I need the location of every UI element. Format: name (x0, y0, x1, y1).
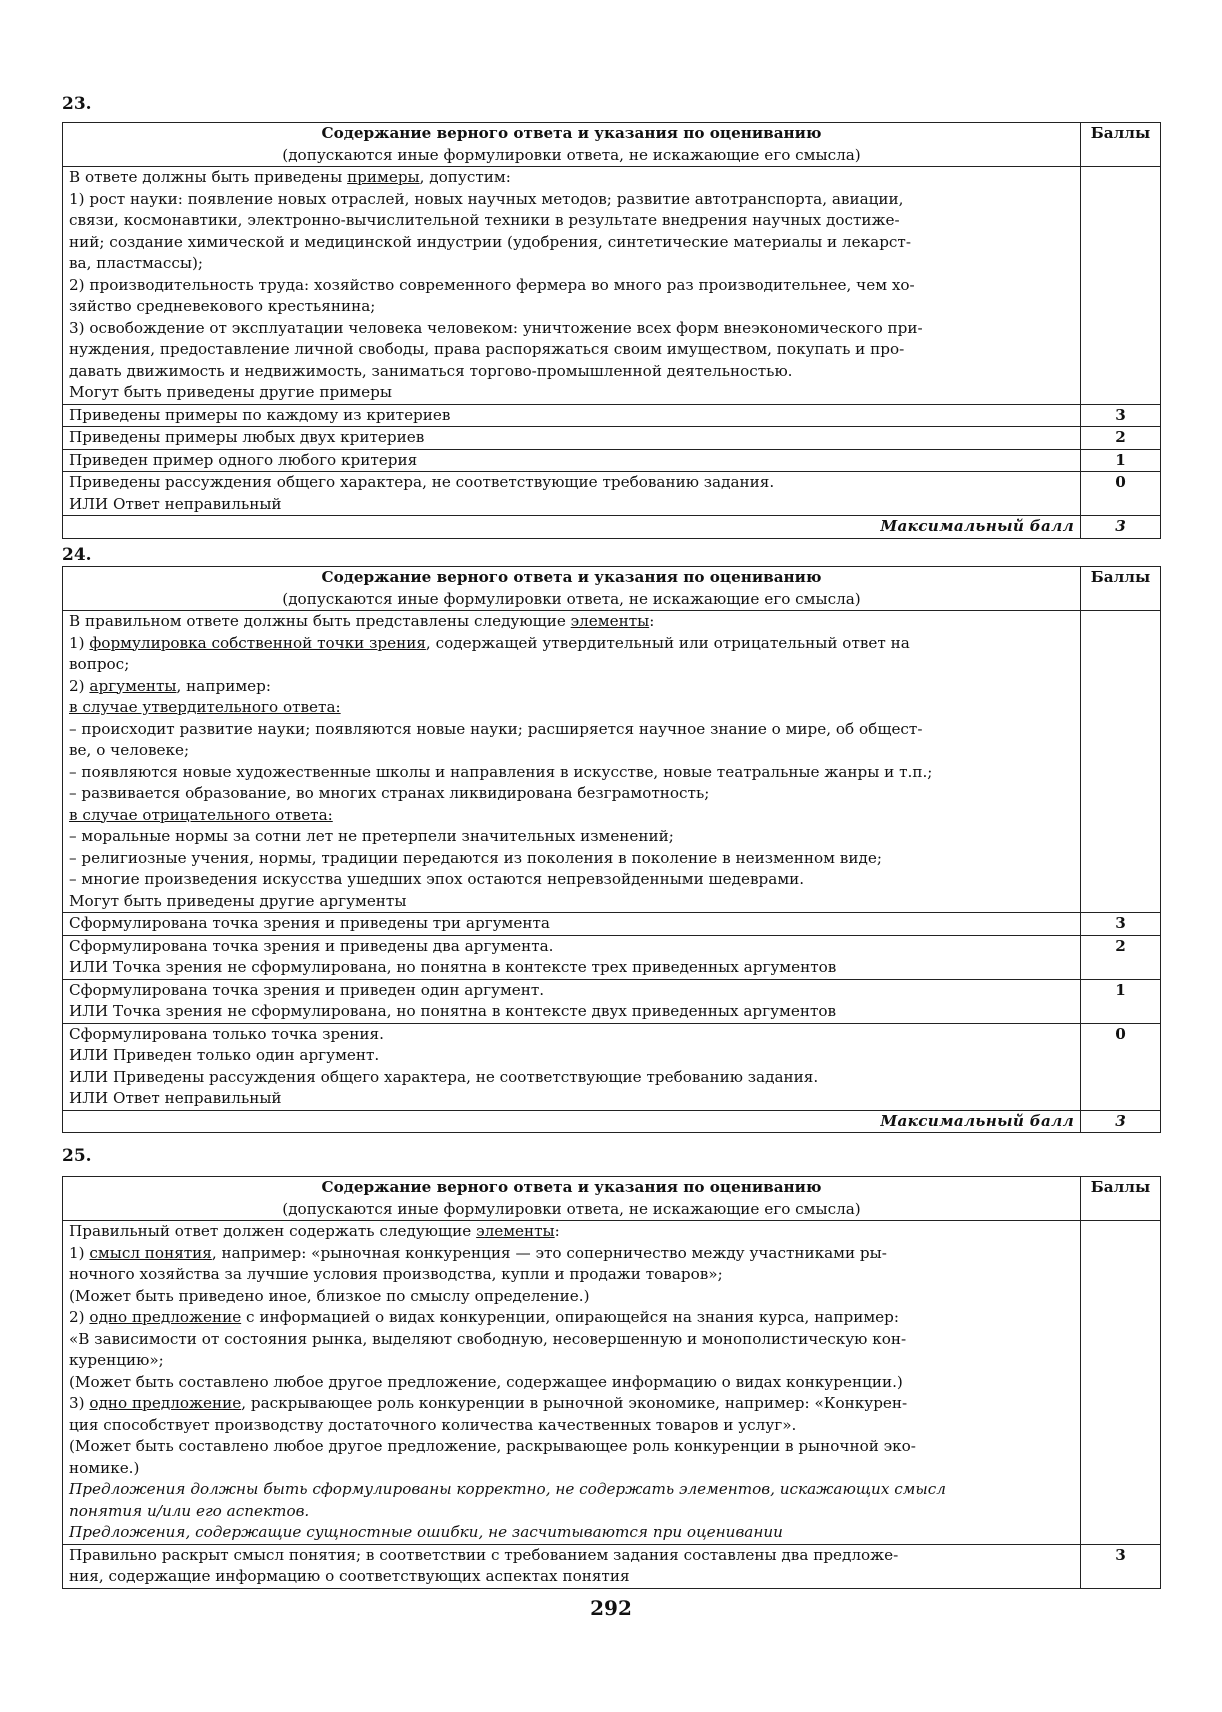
content-line: нуждения, предоставление личной свободы, права распоряжаться своим имуществом, покупать и про- (69, 340, 905, 358)
answer-content-24 (63, 611, 1081, 913)
content-line: 3) освобождение от эксплуатации человека человеком: уничтожение всех форм внеэкономического при- (69, 318, 923, 337)
header-subtitle: (допускаются иные формулировки ответа, не искажающие его смысла) (282, 1199, 861, 1218)
criterion-score: 3 (1081, 404, 1161, 427)
max-score-row (63, 1110, 1161, 1133)
content-line: – моральные нормы за сотни лет не претерпели значительных изменений; (69, 827, 674, 845)
content-line: ва, пластмассы); (69, 254, 204, 272)
table-header-row (63, 123, 1161, 167)
criterion-row (63, 1544, 1161, 1588)
empty-score-cell (1081, 1221, 1161, 1545)
content-line: В правильном ответе должны быть представлены следующие элементы: (69, 612, 655, 630)
content-line: (Может быть составлено любое другое предложение, содержащее информацию о видах конкуренции.) (69, 1372, 903, 1391)
content-line: 2) производительность труда: хозяйство современного фермера во много раз производительнее, чем хо- (69, 275, 915, 294)
content-line: связи, космонавтики, электронно-вычислительной техники в результате внедрения научных достиже- (69, 211, 900, 229)
content-line: вопрос; (69, 655, 130, 673)
page-number: 292 (590, 1596, 632, 1620)
criterion-text: Сформулирована только точка зрения. ИЛИ Приведен только один аргумент. ИЛИ Приведены рассуждения общего характера, не соответствующие требованию задания. ИЛИ Ответ неправильный (63, 1023, 1081, 1110)
criterion-text: Правильно раскрыт смысл понятия; в соответствии с требованием задания составлены два предложе- ния, содержащие информацию о соответствующих аспектах понятия (63, 1544, 1081, 1588)
header-title: Содержание верного ответа и указания по оцениванию (321, 1178, 822, 1196)
content-line: Могут быть приведены другие аргументы (69, 891, 407, 910)
table-header-content (63, 567, 1081, 611)
criterion-score: 1 (1081, 449, 1161, 472)
header-title: Содержание верного ответа и указания по оцениванию (321, 124, 822, 142)
max-score-label: Максимальный балл (63, 516, 1081, 539)
header-title: Содержание верного ответа и указания по оцениванию (321, 568, 822, 586)
content-line: ночного хозяйства за лучшие условия производства, купли и продажи товаров»; (69, 1265, 723, 1283)
header-subtitle: (допускаются иные формулировки ответа, не искажающие его смысла) (282, 589, 861, 608)
table-header-row (63, 567, 1161, 611)
answer-content-25 (63, 1221, 1081, 1545)
criteria-table-25 (62, 1176, 1161, 1589)
content-line: зяйство средневекового крестьянина; (69, 297, 376, 315)
content-line: куренцию»; (69, 1351, 164, 1369)
table-header-content (63, 123, 1081, 167)
question-number-24: 24. (62, 545, 92, 565)
criterion-score: 0 (1081, 472, 1161, 516)
criterion-text: Приведен пример одного любого критерия (63, 449, 1081, 472)
criterion-row (63, 449, 1161, 472)
criterion-score: 2 (1081, 935, 1161, 979)
content-line: ве, о человеке; (69, 741, 190, 759)
criterion-text: Приведены примеры по каждому из критериев (63, 404, 1081, 427)
empty-score-cell (1081, 167, 1161, 405)
note-line: понятия и/или его аспектов. (69, 1501, 310, 1520)
content-line: в случае утвердительного ответа: (69, 698, 341, 716)
content-line: Правильный ответ должен содержать следующие элементы: (69, 1222, 560, 1240)
criterion-row (63, 1023, 1161, 1110)
criterion-text: Приведены рассуждения общего характера, не соответствующие требованию задания. ИЛИ Ответ неправильный (63, 472, 1081, 516)
content-line: в случае отрицательного ответа: (69, 805, 333, 824)
content-line: 2) аргументы, например: (69, 676, 271, 695)
criterion-row (63, 427, 1161, 450)
note-line: Предложения, содержащие сущностные ошибки, не засчитываются при оценивании (69, 1523, 783, 1541)
question-number-23: 23. (62, 94, 92, 114)
content-row (63, 167, 1161, 405)
content-line: Могут быть приведены другие примеры (69, 383, 392, 401)
header-subtitle: (допускаются иные формулировки ответа, не искажающие его смысла) (282, 145, 861, 164)
content-line: 1) смысл понятия, например: «рыночная конкуренция — это соперничество между участниками ры- (69, 1243, 887, 1262)
note-line: Предложения должны быть сформулированы корректно, не содержать элементов, искажающих смысл (69, 1480, 946, 1498)
criterion-text: Сформулирована точка зрения и приведены три аргумента (63, 913, 1081, 936)
criterion-row (63, 979, 1161, 1023)
criterion-row (63, 404, 1161, 427)
criterion-text: Сформулирована точка зрения и приведены два аргумента. ИЛИ Точка зрения не сформулирована, но понятна в контексте трех приведенных аргументов (63, 935, 1081, 979)
max-score-label: Максимальный балл (63, 1110, 1081, 1133)
content-line: ний; создание химической и медицинской индустрии (удобрения, синтетические материалы и лекарст- (69, 232, 911, 251)
content-line: 2) одно предложение с информацией о видах конкуренции, опирающейся на знания курса, например: (69, 1308, 899, 1326)
content-line: номике.) (69, 1458, 140, 1477)
empty-score-cell (1081, 611, 1161, 913)
answer-content-23 (63, 167, 1081, 405)
content-line: «В зависимости от состояния рынка, выделяют свободную, несовершенную и монополистическую кон- (69, 1329, 907, 1348)
criteria-table-24 (62, 566, 1161, 1133)
content-line: 3) одно предложение, раскрывающее роль конкуренции в рыночной экономике, например: «Конкурен- (69, 1394, 908, 1412)
content-line: – происходит развитие науки; появляются новые науки; расширяется научное знание о мире, об общест- (69, 719, 923, 738)
criterion-score: 3 (1081, 1544, 1161, 1588)
table-header-row (63, 1177, 1161, 1221)
content-line: давать движимость и недвижимость, заниматься торгово-промышленной деятельностью. (69, 361, 793, 380)
content-line: – многие произведения искусства ушедших эпох остаются непревзойденными шедеврами. (69, 870, 805, 888)
max-score-value: 3 (1081, 1110, 1161, 1133)
content-line: (Может быть приведено иное, близкое по смыслу определение.) (69, 1286, 590, 1305)
content-row (63, 1221, 1161, 1545)
header-score: Баллы (1081, 123, 1161, 167)
header-score: Баллы (1081, 567, 1161, 611)
criteria-table-23 (62, 122, 1161, 539)
content-line: 1) рост науки: появление новых отраслей, новых научных методов; развитие автотранспорта, авиации, (69, 189, 904, 208)
criterion-row (63, 913, 1161, 936)
table-header-content (63, 1177, 1081, 1221)
criterion-row (63, 472, 1161, 516)
max-score-value: 3 (1081, 516, 1161, 539)
content-line: (Может быть составлено любое другое предложение, раскрывающее роль конкуренции в рыночной эко- (69, 1437, 916, 1455)
header-score: Баллы (1081, 1177, 1161, 1221)
criterion-score: 3 (1081, 913, 1161, 936)
content-line: В ответе должны быть приведены примеры, допустим: (69, 168, 511, 186)
underlined-term: примеры (347, 168, 420, 186)
criterion-score: 1 (1081, 979, 1161, 1023)
content-line: 1) формулировка собственной точки зрения, содержащей утвердительный или отрицательный ответ на (69, 633, 910, 652)
criterion-score: 2 (1081, 427, 1161, 450)
content-line: – развивается образование, во многих странах ликвидирована безграмотность; (69, 784, 710, 802)
question-number-25: 25. (62, 1146, 92, 1166)
content-row (63, 611, 1161, 913)
content-line: ция способствует производству достаточного количества качественных товаров и услуг». (69, 1415, 797, 1434)
max-score-row (63, 516, 1161, 539)
criterion-text: Сформулирована точка зрения и приведен один аргумент. ИЛИ Точка зрения не сформулирована, но понятна в контексте двух приведенных аргументов (63, 979, 1081, 1023)
content-line: – появляются новые художественные школы и направления в искусстве, новые театральные жанры и т.п.; (69, 762, 933, 781)
criterion-text: Приведены примеры любых двух критериев (63, 427, 1081, 450)
content-line: – религиозные учения, нормы, традиции передаются из поколения в поколение в неизменном виде; (69, 848, 882, 867)
criterion-row (63, 935, 1161, 979)
criterion-score: 0 (1081, 1023, 1161, 1110)
